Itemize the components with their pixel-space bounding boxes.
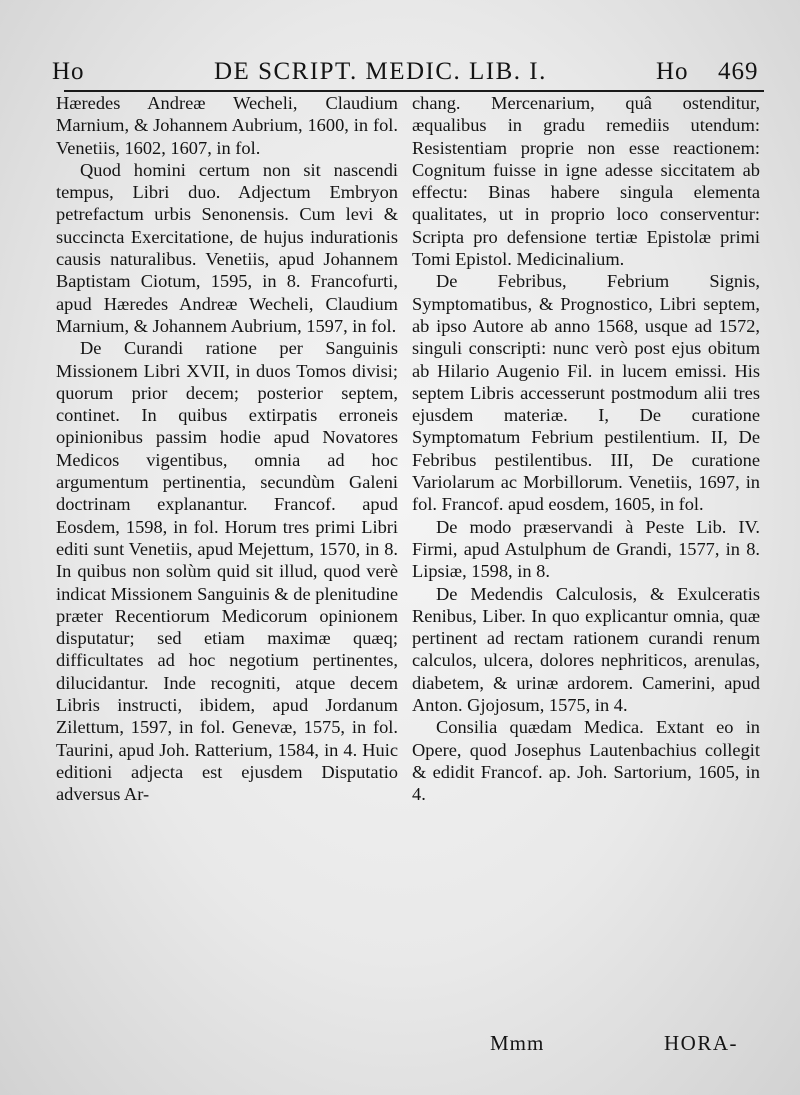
- page-number: 469: [718, 58, 759, 85]
- paragraph: De Medendis Calculosis, & Exulceratis Renibus, Liber. In quo explicantur omnia, quæ pertinent ad rectam rationem curandi renum calculos, ulcera, dolores nephriticos, arenulas, diabetem, & urinæ ardorem. Camerini, apud Anton. Gjojosum, 1575, in 4.: [412, 583, 760, 716]
- header-left-word: Ho: [52, 58, 85, 85]
- left-column: [56, 92, 398, 806]
- paragraph: chang. Mercenarium, quâ ostenditur, æqualibus in gradu remediis utendum: Resistentiam proprie non esse reactionem: Cognitum fuisse in igne adesse siccitatem ab effectu: Binas habere singula elementa qualitates, ut in proprio loco conserventur: Scripta pro defensione tertiæ Epistolæ primi Tomi Epistol. Medicinalium.: [412, 93, 760, 270]
- header-title: DE SCRIPT. MEDIC. LIB. I.: [214, 58, 547, 85]
- page-footer: [0, 1031, 800, 1059]
- paragraph: Hæredes Andreæ Wecheli, Claudium Marnium, & Johannem Aubrium, 1600, in fol. Venetiis, 1602, 1607, in fol.: [56, 93, 398, 158]
- signature-mark: Mmm: [490, 1031, 545, 1055]
- header-right-word: Ho: [656, 58, 689, 85]
- paragraph: De Febribus, Febrium Signis, Symptomatibus, & Prognostico, Libri septem, ab ipso Autore ab anno 1568, usque ad 1572, singuli conscripti: nunc verò post ejus obitum ab Hilario Augenio Fil. in lucem emissi. His septem Libris accesserunt postmodum alii tres ejusdem materiæ. I, De curatione Symptomatum Febrium pestilentium. II, De Febribus pestilentibus. III, De curatione Variolarum ac Morbillorum. Venetiis, 1697, in fol. Francof. apud eosdem, 1605, in fol.: [412, 271, 760, 515]
- paragraph: De modo præservandi à Peste Lib. IV. Firmi, apud Astulphum de Grandi, 1577, in 8. Lipsiæ, 1598, in 8.: [412, 516, 760, 582]
- paragraph: Consilia quædam Medica. Extant eo in Opere, quod Josephus Lautenbachius collegit & edidit Francof. ap. Joh. Sartorium, 1605, in 4.: [412, 717, 760, 805]
- right-column: [412, 92, 760, 806]
- catchword: HORA-: [664, 1031, 738, 1055]
- paragraph: De Curandi ratione per Sanguinis Missionem Libri XVII, in duos Tomos divisi; quorum prior decem; posterior septem, continet. In quibus extirpatis erroneis opinionibus passim hodie apud Novatores Medicos vigentibus, omnia ad hoc argumentum pertinentia, secundùm Galeni doctrinam explanantur. Francof. apud Eosdem, 1598, in fol. Horum tres primi Libri editi sunt Venetiis, apud Mejettum, 1570, in 8. In quibus non solùm quid sit illud, quod verè indicat Missionem Sanguinis & de plenitudine præter Recentiorum Medicorum opinionem disputatur; sed etiam maximæ quæq; difficultates ad hoc negotium pertinentes, dilucidantur. Inde recogniti, atque decem Libris instructi, ibidem, apud Jordanum Zilettum, 1597, in fol. Genevæ, 1575, in fol. Taurini, apud Joh. Ratterium, 1584, in 4. Huic editioni adjecta est ejusdem Disputatio adversus Ar-: [56, 338, 398, 805]
- paragraph: Quod homini certum non sit nascendi tempus, Libri duo. Adjectum Embryon petrefactum urbis Senonensis. Cum levi & succincta Exercitatione, de hujus indurationis causis naturalibus. Venetiis, apud Johannem Baptistam Ciotum, 1595, in 8. Francofurti, apud Hæredes Andreæ Wecheli, Claudium Marnium, & Johannem Aubrium, 1597, in fol.: [56, 159, 398, 336]
- running-header: [52, 58, 768, 92]
